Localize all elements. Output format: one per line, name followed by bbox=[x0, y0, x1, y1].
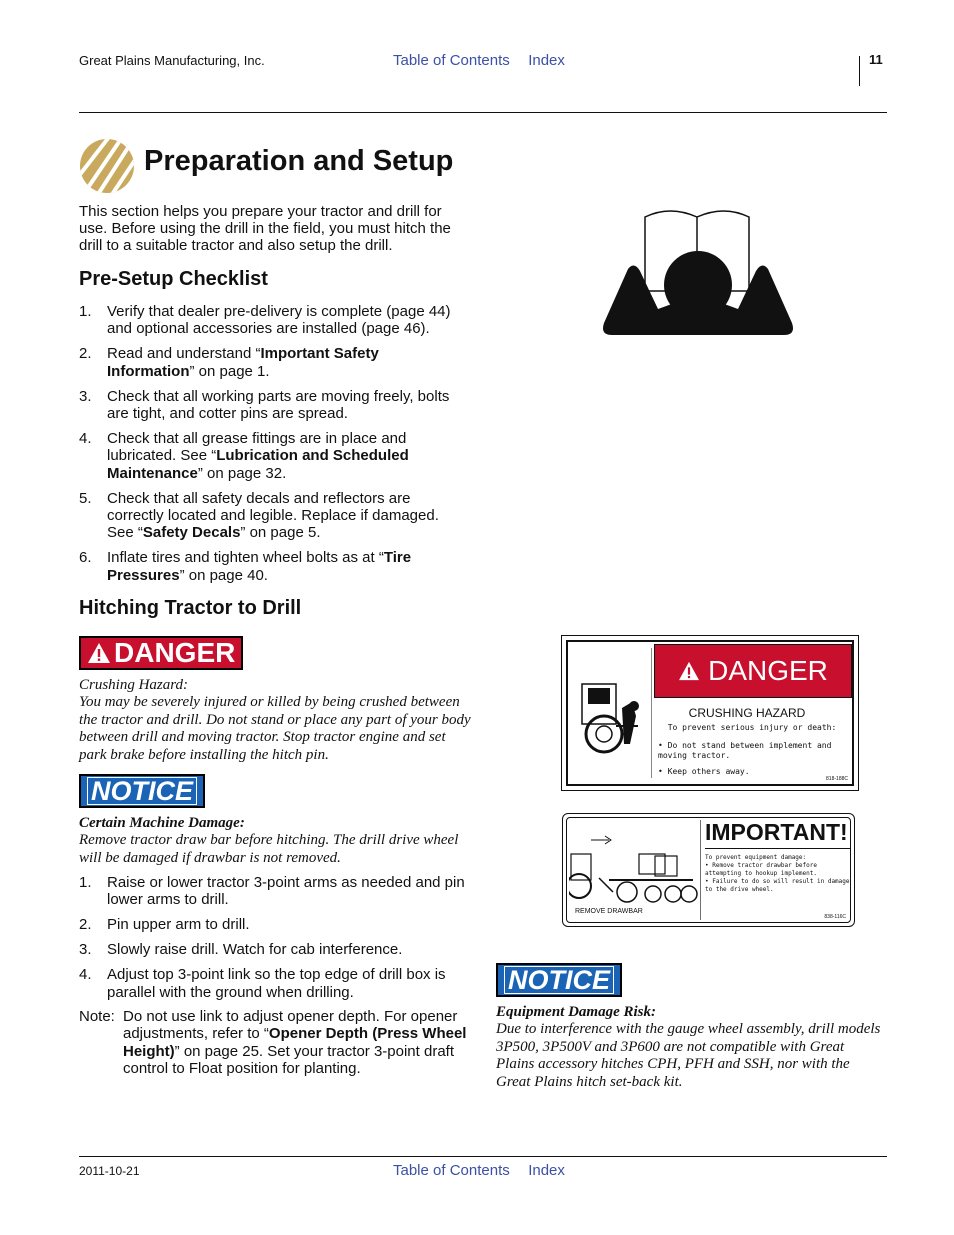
hitching-steps bbox=[79, 874, 469, 1008]
checklist-heading: Pre-Setup Checklist bbox=[79, 268, 268, 290]
notice-title: Certain Machine Damage: bbox=[79, 815, 245, 831]
notice-badge-label: NOTICE bbox=[87, 777, 197, 805]
intro-paragraph: This section helps you prepare your tractor and drill for use. Before using the drill in the field, you must hitch the drill to a suitable tractor and also setup the drill. bbox=[79, 203, 451, 254]
decal-danger-text bbox=[658, 706, 846, 777]
notice-message bbox=[79, 815, 474, 867]
note-block bbox=[79, 1008, 474, 1078]
decal-important-label: IMPORTANT! bbox=[705, 819, 850, 849]
note-text-pre: Do not use link to adjust opener depth. For opener adjustments, refer to “ bbox=[123, 1008, 458, 1043]
step-number: 2. bbox=[79, 916, 92, 934]
decal-important-text: To prevent equipment damage: • Remove tractor drawbar before attempting to hookup implement. • Failure to do so will result in damage to the drive wheel. bbox=[705, 854, 850, 893]
warning-triangle-icon bbox=[678, 661, 700, 681]
step-number: 5. bbox=[79, 489, 92, 507]
decal-danger-bullets: • Do not stand between implement and moving tractor. • Keep others away. bbox=[658, 741, 832, 776]
decal-caption: REMOVE DRAWBAR bbox=[575, 908, 643, 915]
step-number: 1. bbox=[79, 874, 92, 891]
step-number: 1. bbox=[79, 303, 92, 320]
step-number: 3. bbox=[79, 941, 92, 959]
step-number: 6. bbox=[79, 549, 92, 567]
footer-toc-link[interactable]: Table of Contents bbox=[393, 1162, 510, 1179]
header-divider bbox=[859, 56, 860, 86]
checklist-item bbox=[79, 345, 469, 380]
right-notice-message bbox=[496, 1004, 886, 1091]
step-text: Verify that dealer pre-delivery is complete (page 44) and optional accessories are installed (page 46). bbox=[107, 303, 451, 338]
checklist-item bbox=[79, 388, 469, 423]
decal-hazard-sub: To prevent serious injury or death: bbox=[667, 723, 837, 732]
footer-links bbox=[393, 1162, 579, 1180]
step-number: 3. bbox=[79, 387, 92, 405]
header-links bbox=[393, 52, 579, 70]
step-number: 4. bbox=[79, 966, 92, 984]
hitching-step bbox=[79, 916, 469, 933]
decal-danger-bullet: Do not stand between implement and moving tractor. bbox=[658, 741, 832, 760]
right-notice-badge bbox=[496, 963, 622, 997]
step-text: Inflate tires and tighten wheel bolts as at “Tire Pressures” on page 40. bbox=[107, 549, 412, 584]
danger-decal bbox=[561, 635, 859, 791]
danger-badge bbox=[79, 636, 243, 670]
decal-important-bullet: Remove tractor drawbar before attempting to hookup implement. bbox=[705, 862, 817, 877]
decal-hazard-title: CRUSHING HAZARD bbox=[688, 706, 806, 720]
right-notice-text: Due to interference with the gauge wheel assembly, drill models 3P500, 3P500V and 3P600 are not compatible with Great Plains accessory hitches CPH, PFH and SSH, nor with the Great Plains hitch set-back kit. bbox=[496, 1021, 881, 1090]
step-number: 2. bbox=[79, 345, 92, 363]
right-notice-title: Equipment Damage Risk: bbox=[496, 1004, 657, 1020]
hitching-step bbox=[79, 874, 469, 909]
decal-code: 818-188C bbox=[826, 776, 848, 782]
hitching-heading: Hitching Tractor to Drill bbox=[79, 597, 302, 619]
checklist-item bbox=[79, 549, 469, 584]
decal-important-bullet: Failure to do so will result in damage to the drive wheel. bbox=[705, 878, 850, 893]
decal-danger-label: DANGER bbox=[708, 655, 828, 686]
note-label: Note: bbox=[79, 1008, 115, 1025]
danger-text: You may be severely injured or killed by being crushed between the tractor and drill. Do not stand or place any part of your body between drill and moving tractor. Stop tractor engine and set park brake before installing the hitch pin. bbox=[79, 694, 471, 763]
important-decal bbox=[562, 813, 855, 927]
step-text: Pin upper arm to drill. bbox=[107, 916, 250, 934]
tractor-crush-icon bbox=[572, 648, 652, 778]
footer-index-link[interactable]: Index bbox=[528, 1162, 565, 1179]
step-number: 4. bbox=[79, 429, 92, 447]
header-toc-link[interactable]: Table of Contents bbox=[393, 52, 510, 69]
checklist-list bbox=[79, 303, 469, 592]
decal-important-intro: To prevent equipment damage: bbox=[705, 854, 807, 861]
header-index-link[interactable]: Index bbox=[528, 52, 565, 69]
remove-drawbar-icon bbox=[569, 820, 701, 920]
danger-message bbox=[79, 677, 474, 764]
danger-title: Crushing Hazard: bbox=[79, 677, 189, 693]
note-text-bold: Opener Depth (Press Wheel Height) bbox=[123, 1025, 467, 1060]
footer-rule bbox=[79, 1156, 887, 1157]
step-text: Check that all working parts are moving freely, bolts are tight, and cotter pins are spread. bbox=[107, 387, 450, 423]
right-notice-badge-label: NOTICE bbox=[504, 966, 614, 994]
decal-code: 838-116C bbox=[824, 914, 846, 920]
page-number: 11 bbox=[869, 52, 883, 67]
notice-badge bbox=[79, 774, 205, 808]
notice-text: Remove tractor draw bar before hitching. The drill drive wheel will be damaged if drawbar is not removed. bbox=[79, 832, 459, 866]
checklist-item bbox=[79, 303, 469, 338]
danger-badge-label: DANGER bbox=[114, 637, 236, 668]
decal-danger-bullet: Keep others away. bbox=[667, 767, 750, 776]
warning-triangle-icon bbox=[87, 642, 111, 664]
step-text: Check that all safety decals and reflectors are correctly located and legible. Replace if damaged. See “Safety Decals” on page 5. bbox=[107, 489, 439, 542]
checklist-item bbox=[79, 490, 469, 542]
footer-date: 2011-10-21 bbox=[79, 1164, 140, 1178]
step-text: Check that all grease fittings are in place and lubricated. See “Lubrication and Scheduled Maintenance” on page 32. bbox=[107, 429, 409, 482]
note-text-post: ” on page 25. Set your tractor 3-point draft control to Float position for planting. bbox=[123, 1042, 454, 1078]
step-text: Slowly raise drill. Watch for cab interference. bbox=[107, 941, 403, 959]
step-text: Read and understand “Important Safety Information” on page 1. bbox=[107, 345, 379, 380]
step-text: Adjust top 3-point link so the top edge of drill box is parallel with the ground when drilling. bbox=[107, 966, 446, 1001]
hitching-step bbox=[79, 941, 469, 958]
header-rule bbox=[79, 112, 887, 113]
checklist-item bbox=[79, 430, 469, 482]
logo-icon bbox=[79, 137, 135, 200]
decal-danger-header bbox=[654, 644, 852, 698]
page-title: Preparation and Setup bbox=[144, 145, 454, 177]
reading-manual-icon bbox=[600, 205, 796, 342]
company-name: Great Plains Manufacturing, Inc. bbox=[79, 53, 265, 68]
hitching-step bbox=[79, 966, 469, 1001]
step-text: Raise or lower tractor 3-point arms as needed and pin lower arms to drill. bbox=[107, 874, 465, 909]
